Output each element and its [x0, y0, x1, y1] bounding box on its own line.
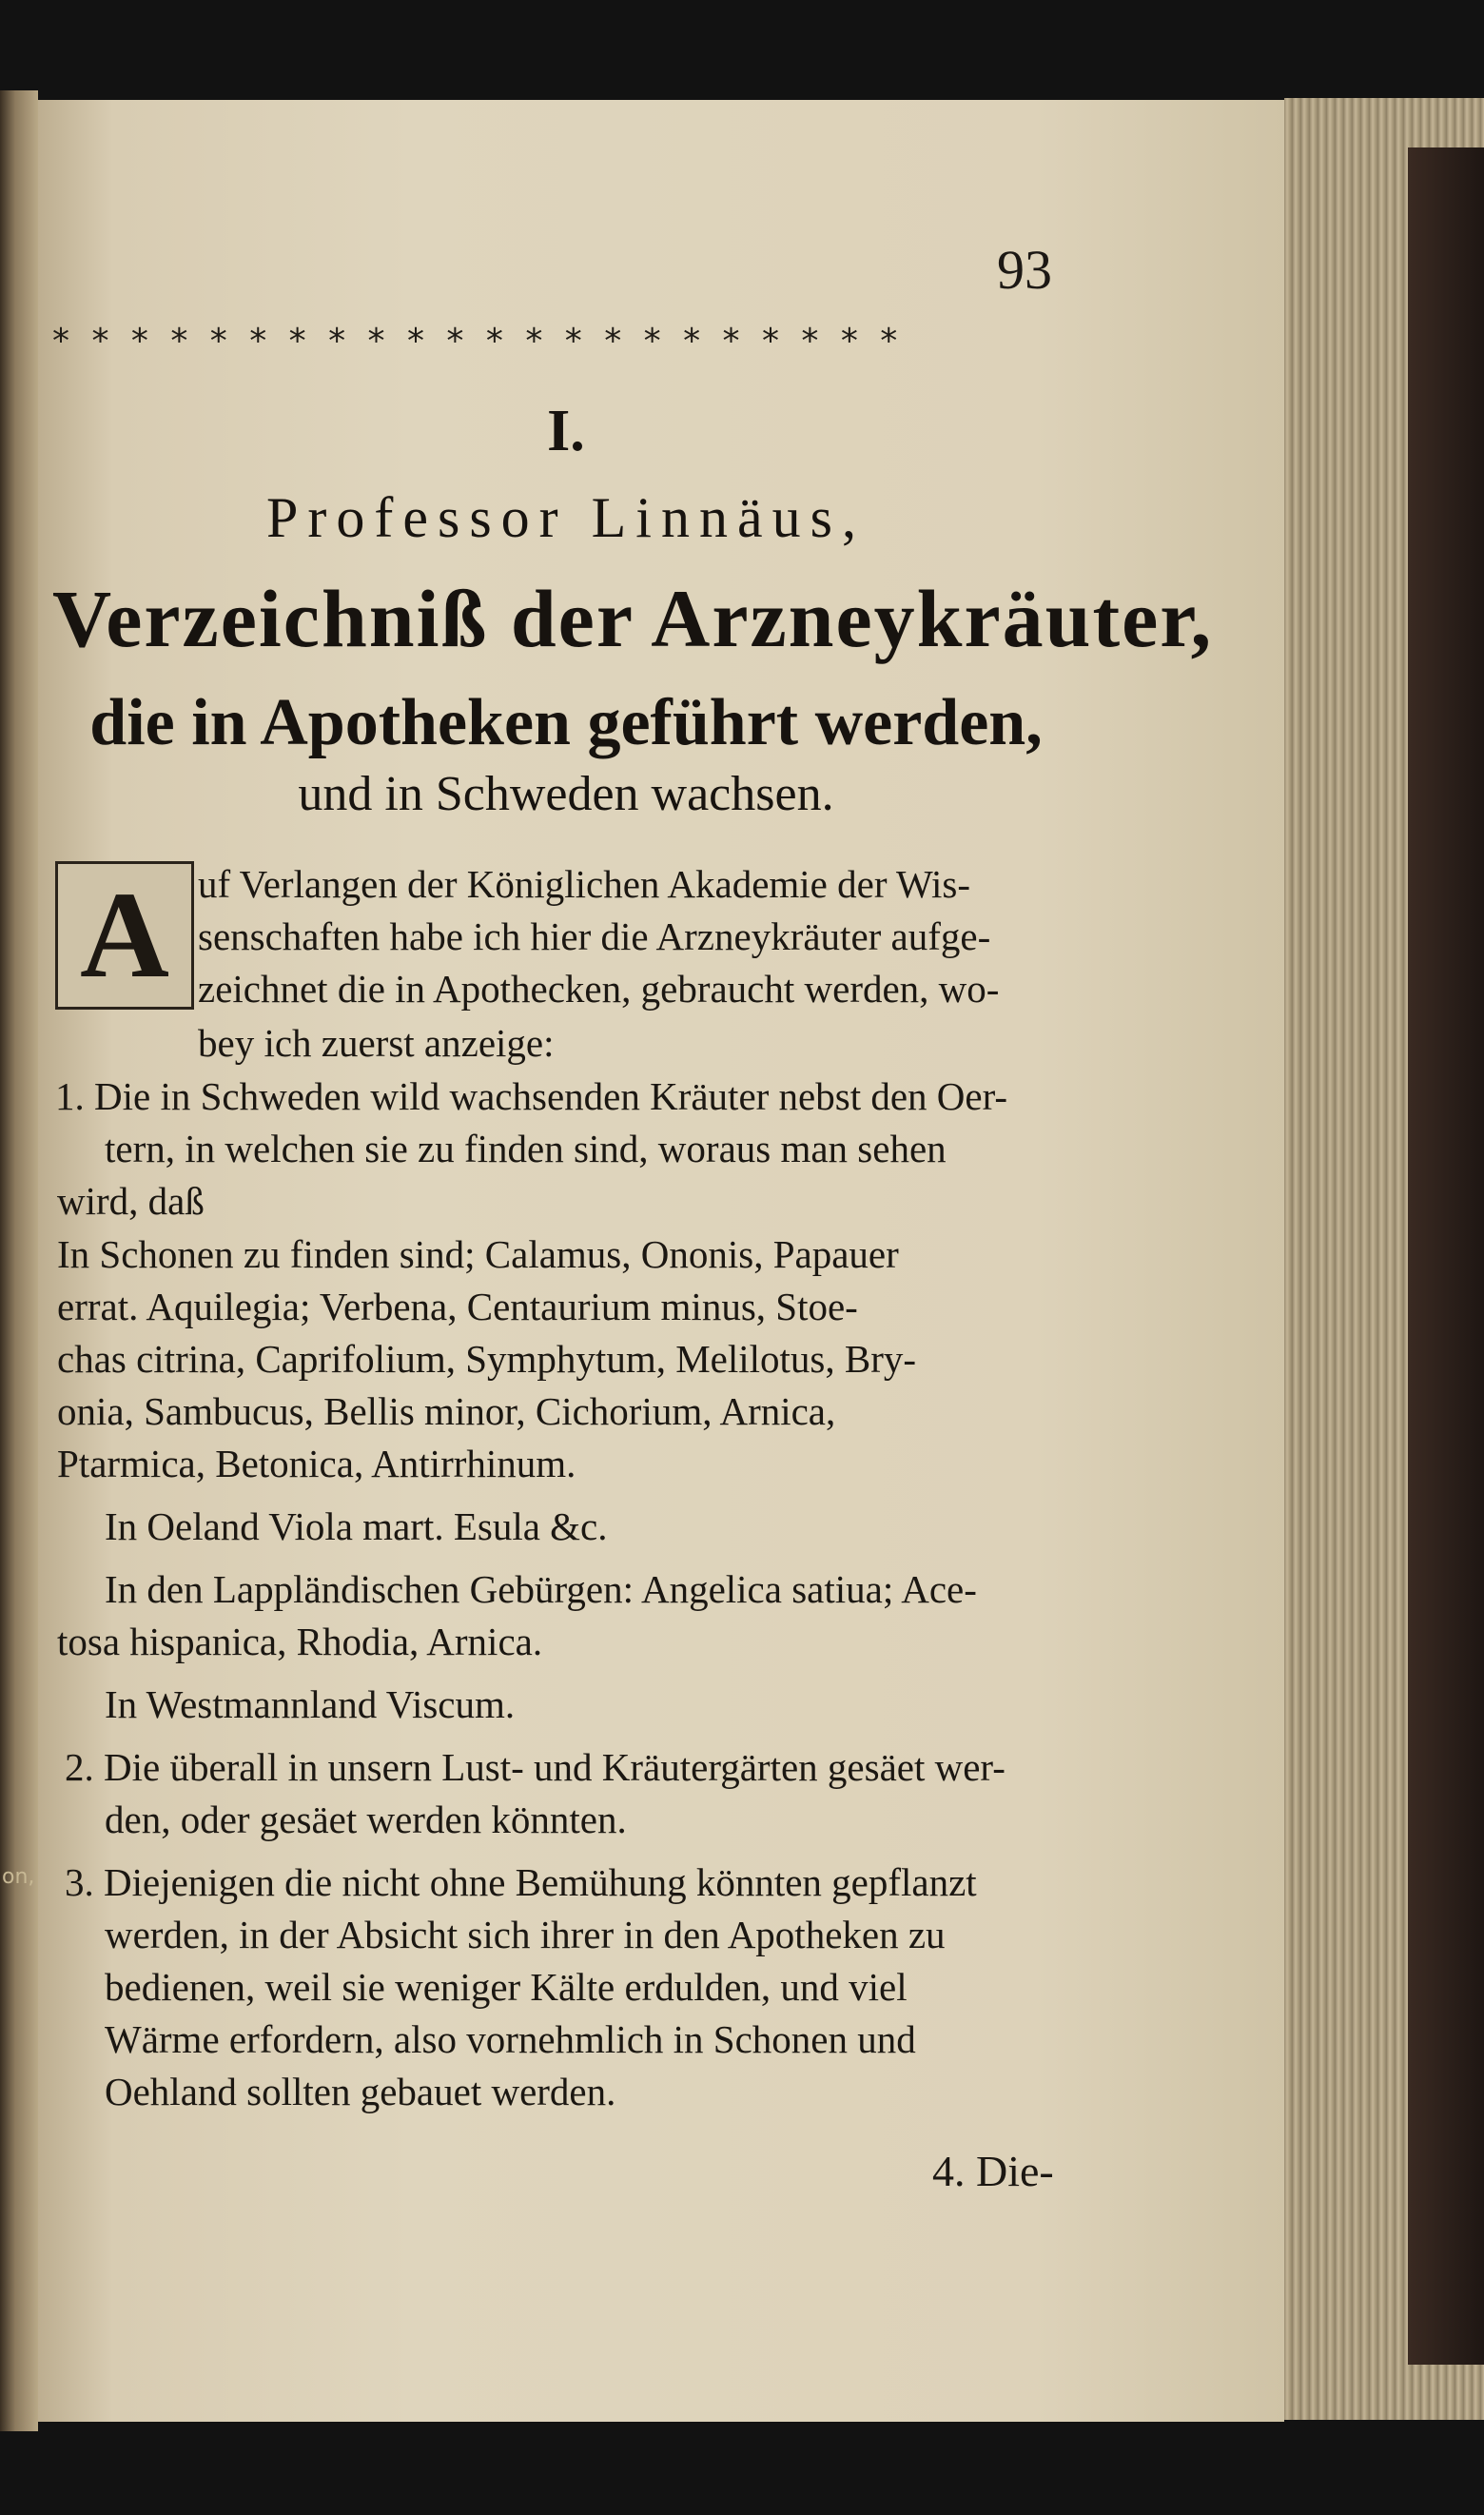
item-3-line: Oehland sollten gebauet werden.	[105, 2070, 616, 2113]
title-line-1: Verzeichniß der Arzneykräuter,	[52, 573, 1214, 664]
schonen-line: chas citrina, Caprifolium, Symphytum, Melilotus, Bry-	[57, 1337, 917, 1381]
item-2-line: 2. Die überall in unsern Lust- und Kräutergärten gesäet wer-	[65, 1745, 1006, 1789]
title-line-3: und in Schweden wachsen.	[298, 767, 834, 821]
schonen-line: Ptarmica, Betonica, Antirrhinum.	[57, 1442, 576, 1485]
intro-line: senschaften habe ich hier die Arzneykräuter aufge-	[198, 914, 991, 958]
left-page-edge	[0, 90, 38, 2431]
item-1-line: 1. Die in Schweden wild wachsenden Kräuter nebst den Oer-	[55, 1074, 1008, 1118]
decorated-initial: A	[55, 861, 194, 1010]
lappland-line: tosa hispanica, Rhodia, Arnica.	[57, 1620, 543, 1663]
item-3-line: 3. Diejenigen die nicht ohne Bemühung könnten gepflanzt	[65, 1860, 977, 1904]
item-3-line: Wärme erfordern, also vornehmlich in Schonen und	[105, 2017, 916, 2061]
schonen-line: onia, Sambucus, Bellis minor, Cichorium, Arnica,	[57, 1389, 836, 1433]
book-cover-edge	[1408, 147, 1484, 2365]
schonen-line: In Schonen zu finden sind; Calamus, Ononis, Papauer	[57, 1232, 899, 1276]
page-number: 93	[997, 239, 1052, 301]
westmannland-line: In Westmannland Viscum.	[105, 1682, 516, 1726]
intro-line: uf Verlangen der Königlichen Akademie der Wis-	[198, 862, 971, 906]
item-1-line: wird, daß	[57, 1179, 205, 1223]
lappland-line: In den Lappländischen Gebürgen: Angelica satiua; Ace-	[105, 1567, 977, 1611]
catchword: 4. Die-	[932, 2147, 1054, 2195]
item-1-line: tern, in welchen sie zu finden sind, woraus man sehen	[105, 1127, 947, 1170]
star-ornament-rule: * * * * * * * * * * * * * * * * * * * * * *	[52, 322, 904, 361]
item-2-line: den, oder gesäet werden könnten.	[105, 1798, 627, 1841]
item-3-line: bedienen, weil sie weniger Kälte erdulden, und viel	[105, 1965, 908, 2009]
title-line-2: die in Apotheken geführt werden,	[89, 686, 1043, 759]
intro-line: zeichnet die in Apothecken, gebraucht werden, wo-	[198, 967, 1000, 1011]
item-3-line: werden, in der Absicht sich ihrer in den Apotheken zu	[105, 1913, 946, 1956]
section-number: I.	[547, 399, 585, 463]
author-heading: Professor Linnäus,	[266, 486, 866, 549]
intro-line: bey ich zuerst anzeige:	[198, 1021, 555, 1065]
oeland-line: In Oeland Viola mart. Esula &c.	[105, 1504, 608, 1548]
schonen-line: errat. Aquilegia; Verbena, Centaurium minus, Stoe-	[57, 1285, 858, 1328]
margin-fragment: on,	[2, 1865, 35, 1889]
